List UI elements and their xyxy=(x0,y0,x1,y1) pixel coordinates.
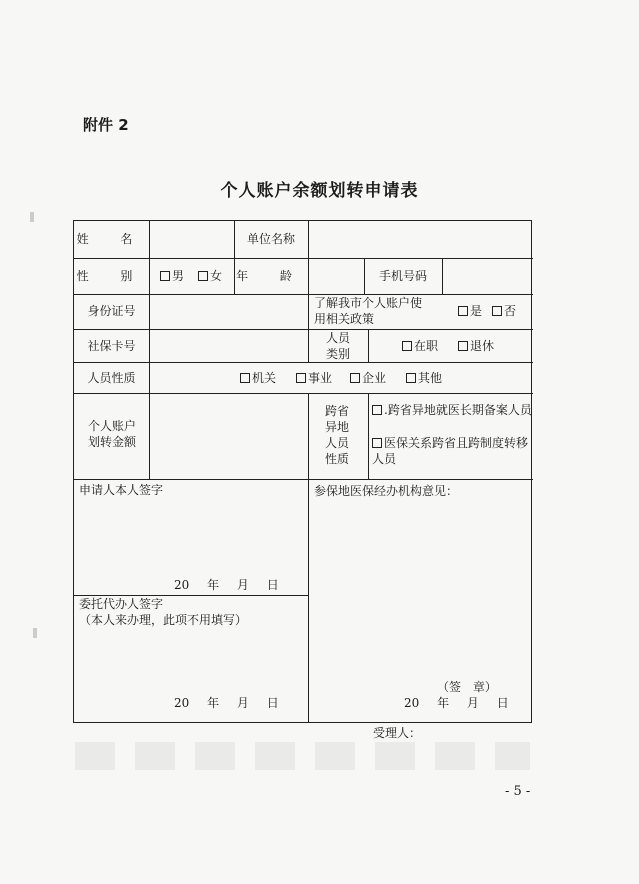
nature-organ-checkbox[interactable]: 机关 xyxy=(240,370,276,386)
proxy-note: （本人来办理，此项不用填写） xyxy=(79,613,248,627)
person-type-retired-checkbox[interactable]: 退休 xyxy=(458,338,494,354)
unit-name-field[interactable] xyxy=(314,227,526,253)
gender-female-checkbox[interactable]: 女 xyxy=(198,268,222,284)
name-field[interactable] xyxy=(154,227,232,253)
application-form-table xyxy=(73,220,532,723)
age-field[interactable] xyxy=(312,263,360,289)
receiver-label: 受理人： xyxy=(373,726,422,740)
gender-male-checkbox[interactable]: 男 xyxy=(160,268,184,284)
person-nature-label: 人员性质 xyxy=(87,371,136,385)
proxy-date: 20 年 月 日 xyxy=(174,696,279,710)
social-card-field[interactable] xyxy=(154,333,304,359)
id-number-label: 身份证号 xyxy=(87,304,136,318)
transfer-amount-field[interactable] xyxy=(154,399,304,475)
proxy-signature-label: 委托代办人签字 xyxy=(79,597,164,611)
nature-institution-checkbox[interactable]: 事业 xyxy=(296,370,332,386)
applicant-signature-label: 申请人本人签字 xyxy=(79,483,164,497)
phone-field[interactable] xyxy=(446,263,526,289)
unit-name-label: 单位名称 xyxy=(246,232,295,246)
scan-smudge xyxy=(30,212,34,222)
policy-yes-checkbox[interactable]: 是 xyxy=(458,303,482,319)
age-label: 年 龄 xyxy=(236,269,306,283)
id-number-field[interactable] xyxy=(154,299,304,325)
form-title: 个人账户余额划转申请表 xyxy=(220,181,419,201)
cross-system-transfer-checkbox[interactable]: 医保关系跨省且跨制度转移人员 xyxy=(372,435,532,467)
policy-awareness-label: 了解我市个人账户使用相关政策 xyxy=(314,296,423,326)
person-type-label: 人员类别 xyxy=(325,331,350,361)
agency-opinion-label: 参保地医保经办机构意见： xyxy=(314,484,459,498)
agency-opinion-field[interactable] xyxy=(314,503,526,673)
person-type-active-checkbox[interactable]: 在职 xyxy=(402,338,438,354)
cross-province-filing-checkbox[interactable]: .跨省异地就医长期备案人员 xyxy=(372,402,532,418)
nature-other-checkbox[interactable]: 其他 xyxy=(406,370,442,386)
nature-enterprise-checkbox[interactable]: 企业 xyxy=(350,370,386,386)
applicant-date: 20 年 月 日 xyxy=(174,578,279,592)
appendix-label: 附件 2 xyxy=(83,116,129,134)
seal-label: （签 章） xyxy=(437,680,497,694)
proxy-signature-field[interactable] xyxy=(84,631,304,691)
policy-no-checkbox[interactable]: 否 xyxy=(492,303,516,319)
name-label: 姓 名 xyxy=(76,232,147,246)
phone-label: 手机号码 xyxy=(378,269,427,283)
bleed-through-mark xyxy=(75,742,530,770)
agency-date: 20 年 月 日 xyxy=(404,696,509,710)
gender-label: 性 别 xyxy=(76,269,147,283)
cross-province-nature-label: 跨省异地人员性质 xyxy=(324,404,349,466)
social-card-label: 社保卡号 xyxy=(87,339,136,353)
transfer-amount-label: 个人账户划转金额 xyxy=(88,419,137,449)
page-number: - 5 - xyxy=(505,784,531,799)
scan-smudge xyxy=(33,628,37,638)
applicant-signature-field[interactable] xyxy=(84,501,304,571)
